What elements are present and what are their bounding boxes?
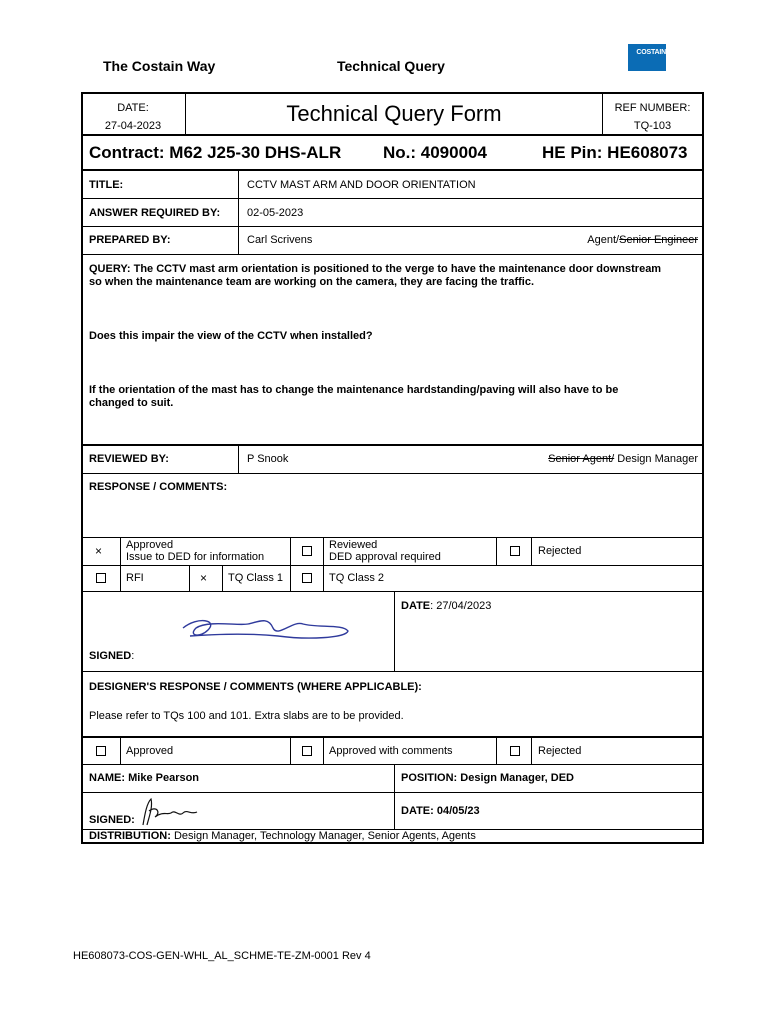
review-signed-colon: : (131, 650, 135, 662)
rejected-checkbox[interactable] (510, 546, 520, 556)
rfi-label: RFI (126, 572, 144, 584)
form-top-row (83, 94, 702, 135)
reviewed-checkbox[interactable] (302, 546, 312, 556)
contract-text: Contract: M62 J25-30 DHS-ALR (89, 143, 342, 162)
reviewed-role-struck: Senior Agent/ (548, 453, 615, 465)
contract-number: No.: 4090004 (383, 143, 487, 162)
designer-response-block (83, 672, 702, 738)
date-label: DATE: (117, 102, 149, 114)
query-line-4: changed to suit. (89, 397, 174, 409)
contract-row (83, 135, 702, 171)
ref-value: TQ-103 (633, 120, 672, 132)
ref-cell (603, 94, 702, 134)
answer-label: ANSWER REQUIRED BY: (89, 207, 221, 219)
distribution (89, 830, 476, 842)
title-value-cell (238, 171, 702, 198)
designer-name-row (83, 765, 702, 793)
query-block (83, 255, 702, 446)
reviewed-label: REVIEWED BY: (89, 453, 169, 465)
reviewed-role-dm: Design Manager (614, 453, 698, 465)
designer-signature (135, 795, 205, 829)
distribution-value: Design Manager, Technology Manager, Senior Agents, Agents (170, 830, 476, 842)
approved-checkmark[interactable]: × (95, 544, 103, 558)
designer-approved-comments-label: Approved with comments (329, 745, 453, 757)
tq2-checkbox-cell (290, 566, 323, 591)
rejected-checkbox-cell (496, 538, 531, 565)
review-signed-label (89, 650, 134, 662)
query-line-3: If the orientation of the mast has to change the maintenance hardstanding/paving will also have to be (89, 384, 619, 396)
review-signoff-row (83, 592, 702, 672)
reviewed-option-label: Reviewed (329, 539, 378, 551)
prepared-row (83, 227, 702, 255)
prepared-label: PREPARED BY: (89, 234, 171, 246)
designer-signed-label: SIGNED: (89, 814, 135, 826)
reviewed-value: P Snook (247, 453, 289, 465)
tq2-checkbox[interactable] (302, 573, 312, 583)
review-options-row (83, 538, 702, 566)
designer-rejected-cell (531, 738, 702, 764)
designer-approved-comments-cell (323, 738, 496, 764)
query-line-2: so when the maintenance team are working on the camera, they are facing the traffic. (89, 276, 535, 288)
distribution-row (83, 830, 702, 844)
form-title: Technical Query Form (286, 101, 502, 126)
title-row (83, 171, 702, 199)
tq2-label: TQ Class 2 (329, 572, 385, 584)
rejected-label: Rejected (538, 545, 582, 557)
answer-row (83, 199, 702, 227)
tq1-label: TQ Class 1 (228, 572, 284, 584)
reviewed-value-cell (238, 446, 702, 473)
review-date-value: : 27/04/2023 (430, 600, 492, 612)
designer-approved-label: Approved (126, 745, 174, 757)
designer-response-text: Please refer to TQs 100 and 101. Extra slabs are to be provided. (89, 710, 404, 722)
class-options-row (83, 566, 702, 592)
prepared-role (587, 234, 698, 246)
costain-logo (628, 44, 666, 71)
review-signed-text: SIGNED (89, 650, 132, 662)
company-way-heading: The Costain Way (103, 58, 216, 74)
title-label: TITLE: (89, 179, 124, 191)
approved-option-cell (120, 538, 290, 565)
response-block (83, 474, 702, 538)
designer-name: NAME: Mike Pearson (89, 772, 200, 784)
prepared-role-agent: Agent/ (587, 234, 620, 246)
rfi-option-cell (120, 566, 189, 591)
date-value: 27-04-2023 (104, 120, 162, 132)
designer-position: POSITION: Design Manager, DED (401, 772, 574, 784)
designer-signoff-row (83, 793, 702, 830)
designer-position-cell (394, 765, 702, 792)
title-value: CCTV MAST ARM AND DOOR ORIENTATION (247, 179, 476, 191)
reviewed-checkbox-cell (290, 538, 323, 565)
reviewed-option-cell (323, 538, 496, 565)
tq2-option-cell (323, 566, 702, 591)
designer-response-label: DESIGNER'S RESPONSE / COMMENTS (WHERE APPLICABLE): (89, 681, 422, 693)
tq1-option-cell (222, 566, 290, 591)
reviewed-row (83, 446, 702, 474)
answer-value-cell (238, 199, 702, 226)
designer-approved-checkbox[interactable] (96, 746, 106, 756)
tq1-checkmark[interactable]: × (200, 571, 208, 585)
designer-rejected-checkbox-cell (496, 738, 531, 764)
date-cell (83, 94, 185, 134)
prepared-value: Carl Scrivens (247, 234, 313, 246)
footer-doc-ref: HE608073-COS-GEN-WHL_AL_SCHME-TE-ZM-0001 Rev 4 (73, 950, 371, 962)
prepared-role-struck: Senior Engineer (619, 234, 698, 246)
title-cell (185, 94, 603, 134)
review-date (401, 600, 491, 612)
designer-rejected-checkbox[interactable] (510, 746, 520, 756)
doc-type-heading: Technical Query (337, 58, 445, 74)
answer-value: 02-05-2023 (247, 207, 304, 219)
designer-rejected-label: Rejected (538, 745, 582, 757)
designer-approved-comments-checkbox[interactable] (302, 746, 312, 756)
reviewed-option-sublabel: DED approval required (329, 551, 441, 563)
review-date-label: DATE (401, 600, 431, 612)
review-date-cell (394, 592, 702, 671)
rejected-option-cell (531, 538, 702, 565)
technical-query-form (81, 92, 704, 844)
ref-label: REF NUMBER: (614, 102, 691, 114)
designer-date-cell (394, 793, 702, 829)
approved-label: Approved (126, 539, 174, 551)
distribution-label: DISTRIBUTION: (89, 830, 171, 842)
designer-options-row (83, 738, 702, 765)
reviewer-signature (178, 606, 353, 646)
approved-sublabel: Issue to DED for information (126, 551, 265, 563)
designer-approved-comments-checkbox-cell (290, 738, 323, 764)
query-question: Does this impair the view of the CCTV when installed? (89, 330, 373, 342)
designer-approved-cell (120, 738, 290, 764)
query-line-1: QUERY: The CCTV mast arm orientation is positioned to the verge to have the maintenance door downstream (89, 263, 662, 275)
he-pin: HE Pin: HE608073 (542, 143, 688, 162)
reviewed-role (548, 453, 698, 465)
rfi-checkbox[interactable] (96, 573, 106, 583)
tq1-mark-cell (189, 566, 222, 591)
designer-date: DATE: 04/05/23 (401, 805, 480, 817)
logo-text: COSTAIN (636, 49, 666, 56)
response-label: RESPONSE / COMMENTS: (89, 481, 228, 493)
prepared-value-cell (238, 227, 702, 254)
